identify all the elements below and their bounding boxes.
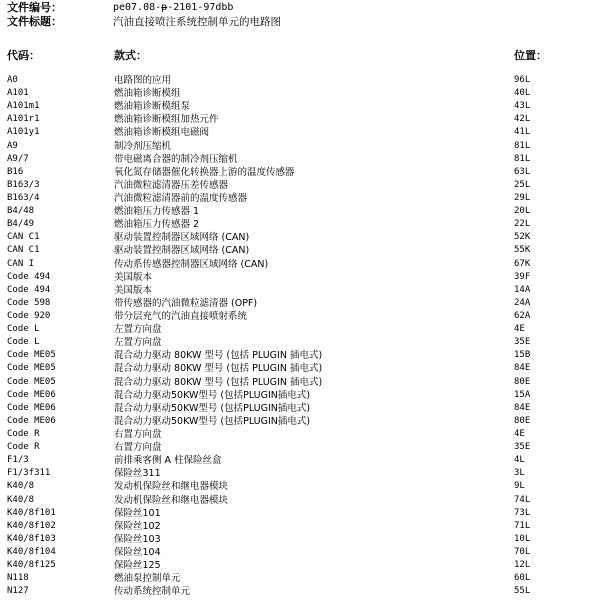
row-code: A101m1 [7,101,40,112]
file-number-suffix: -2101-97dbb [167,2,234,13]
table-row [0,271,601,284]
table-row [0,389,601,402]
table-row [0,559,601,572]
row-description: 发动机保险丝和继电器模块 [114,494,229,506]
row-position: 52K [514,232,531,243]
row-description: 汽油微粒滤清器压差传感器 [114,179,229,191]
table-row [0,74,601,87]
row-code: A101y1 [7,127,40,138]
row-description: 保险丝103 [114,533,161,545]
row-code: Code ME05 [7,350,56,361]
row-position: 73L [514,507,531,518]
row-position: 81L [514,140,531,151]
table-row [0,428,601,441]
row-position: 42L [514,114,531,125]
row-position: 24A [514,297,531,308]
table-row [0,572,601,585]
file-title-label: 文件标题： [7,15,62,28]
table-row [0,100,601,113]
row-code: B4/49 [7,219,35,230]
row-code: K40/8 [7,494,35,505]
file-number-struck: p [161,2,168,13]
row-code: Code 920 [7,310,51,321]
row-description: 电路图的应用 [114,75,172,86]
row-description: 保险丝311 [114,468,161,480]
row-position: 55L [514,586,531,597]
row-position: 29L [514,192,531,203]
row-description: 左置方向盘 [114,337,162,349]
row-position: 80E [514,415,531,426]
table-row [0,546,601,559]
row-description: 美国版本 [114,284,153,296]
row-description: 前排乘客侧 A 柱保险丝盒 [114,455,222,467]
row-description: 燃油箱压力传感器 1 [114,206,200,218]
row-description: 混合动力驱动 80KW 型号 (包括 PLUGIN 插电式) [114,350,323,362]
row-code: Code ME06 [7,389,56,400]
row-code: A9/7 [7,153,29,164]
row-code: Code ME05 [7,376,56,387]
row-description: 带传感器的汽油微粒滤清器 (OPF) [114,297,258,309]
table-row [0,297,601,310]
row-code: A9 [7,140,18,151]
row-description: 右置方向盘 [114,442,162,454]
row-position: 4E [514,428,525,439]
row-position: 62A [514,310,531,321]
row-position: 70L [514,546,531,557]
row-description: 制冷剂压缩机 [114,140,172,152]
row-position: 84E [514,363,531,374]
row-code: K40/8f101 [7,507,56,518]
row-position: 43L [514,101,531,112]
row-description: 左置方向盘 [114,324,162,336]
row-code: K40/8f103 [7,533,56,544]
table-row [0,507,601,520]
header-code: 代码： [7,49,40,62]
table-row [0,454,601,467]
table-row [0,205,601,218]
row-code: Code R [7,428,40,439]
row-position: 81L [514,153,531,164]
row-description: 保险丝104 [114,546,161,558]
row-code: A101 [7,88,29,99]
row-position: 41L [514,127,531,138]
row-description: 保险丝125 [114,560,161,572]
row-code: F1/3f311 [7,468,51,479]
row-code: B163/4 [7,192,40,203]
table-row [0,87,601,100]
table-row [0,284,601,297]
column-header [0,48,601,64]
row-description: 带电磁离合器的制冷剂压缩机 [114,153,238,165]
table-row [0,258,601,271]
table-row [0,336,601,349]
row-code: Code 494 [7,271,51,282]
row-code: Code ME05 [7,363,56,374]
row-description: 传动系统控制单元 [114,586,191,598]
component-table [0,74,601,598]
row-description: 燃油箱诊断模组 [114,88,181,100]
table-row [0,494,601,507]
table-row [0,415,601,428]
row-code: A0 [7,75,18,85]
table-row [0,402,601,415]
table-row [0,362,601,375]
row-code: B163/3 [7,179,40,190]
row-description: 右置方向盘 [114,428,162,440]
file-number-value [113,1,233,15]
row-code: N118 [7,573,29,584]
row-code: N127 [7,586,29,597]
row-position: 4L [514,455,525,466]
row-code: K40/8 [7,481,35,492]
row-position: 74L [514,494,531,505]
row-description: 带分层充气的汽油直接喷射系统 [114,310,248,322]
row-position: 40L [514,88,531,99]
file-number-label: 文件编号： [7,1,62,14]
row-position: 63L [514,166,531,177]
row-position: 15A [514,389,531,400]
row-code: A101r1 [7,114,40,125]
header-pos: 位置： [514,49,547,62]
row-position: 67K [514,258,531,269]
row-position: 96L [514,75,531,85]
row-code: Code L [7,337,40,348]
table-row [0,166,601,179]
table-row [0,585,601,598]
file-number-prefix: pe07.08- [113,2,162,13]
row-description: 发动机保险丝和继电器模块 [114,481,229,493]
row-description: 传动系传感器控制器区域网络 (CAN) [114,258,269,270]
row-description: 氧化氮存储器催化转换器上游的温度传感器 [114,166,295,178]
row-position: 10L [514,533,531,544]
row-description: 混合动力驱动50KW型号 (包括PLUGIN插电式) [114,389,311,401]
row-code: Code 598 [7,297,51,308]
row-code: K40/8f104 [7,546,56,557]
row-position: 9L [514,481,525,492]
row-description: 燃油箱诊断模组电磁阀 [114,127,210,139]
row-code: K40/8f102 [7,520,56,531]
row-code: CAN C1 [7,232,40,243]
row-position: 35E [514,442,531,453]
row-position: 4E [514,324,525,335]
row-position: 12L [514,560,531,571]
row-position: 71L [514,520,531,531]
row-code: K40/8f125 [7,560,56,571]
table-row [0,192,601,205]
row-position: 22L [514,219,531,230]
row-description: 混合动力驱动 80KW 型号 (包括 PLUGIN 插电式) [114,376,323,388]
row-position: 14A [514,284,531,295]
row-position: 60L [514,573,531,584]
table-row [0,218,601,231]
table-row [0,153,601,166]
table-row [0,323,601,336]
row-code: Code ME06 [7,402,56,413]
row-description: 燃油泵控制单元 [114,573,181,585]
row-description: 混合动力驱动50KW型号 (包括PLUGIN插电式) [114,415,311,427]
row-position: 84E [514,402,531,413]
row-position: 3L [514,468,525,479]
table-row [0,533,601,546]
row-description: 燃油箱诊断模组加热元件 [114,114,219,126]
table-row [0,179,601,192]
row-code: Code R [7,442,40,453]
row-description: 混合动力驱动 80KW 型号 (包括 PLUGIN 插电式) [114,363,323,375]
table-row [0,480,601,493]
row-code: Code ME06 [7,415,56,426]
table-row [0,349,601,362]
row-code: Code L [7,324,40,335]
table-row [0,126,601,139]
row-code: B4/48 [7,206,35,217]
row-position: 15B [514,350,531,361]
row-description: 保险丝102 [114,520,161,532]
row-code: F1/3 [7,455,29,466]
table-row [0,441,601,454]
table-row [0,376,601,389]
row-description: 汽油微粒滤清器前的温度传感器 [114,192,248,204]
table-row [0,140,601,153]
row-code: B16 [7,166,24,177]
row-description: 驱动装置控制器区域网络 (CAN) [114,245,250,257]
row-position: 35E [514,337,531,348]
file-title-value: 汽油直接喷注系统控制单元的电路图 [113,16,281,28]
row-position: 80E [514,376,531,387]
table-row [0,113,601,126]
table-row [0,310,601,323]
row-code: Code 494 [7,284,51,295]
table-row [0,520,601,533]
row-code: CAN C1 [7,245,40,256]
row-position: 20L [514,206,531,217]
row-position: 25L [514,179,531,190]
row-description: 保险丝101 [114,507,161,519]
row-description: 燃油箱压力传感器 2 [114,219,200,231]
row-description: 驱动装置控制器区域网络 (CAN) [114,232,250,244]
row-position: 55K [514,245,531,256]
row-code: CAN I [7,258,35,269]
row-description: 混合动力驱动50KW型号 (包括PLUGIN插电式) [114,402,311,414]
row-description: 美国版本 [114,271,153,283]
table-row [0,244,601,257]
header-desc: 款式： [114,49,147,62]
table-row [0,231,601,244]
row-position: 39F [514,271,531,282]
table-row [0,467,601,480]
row-description: 燃油箱诊断模组泵 [114,101,191,113]
